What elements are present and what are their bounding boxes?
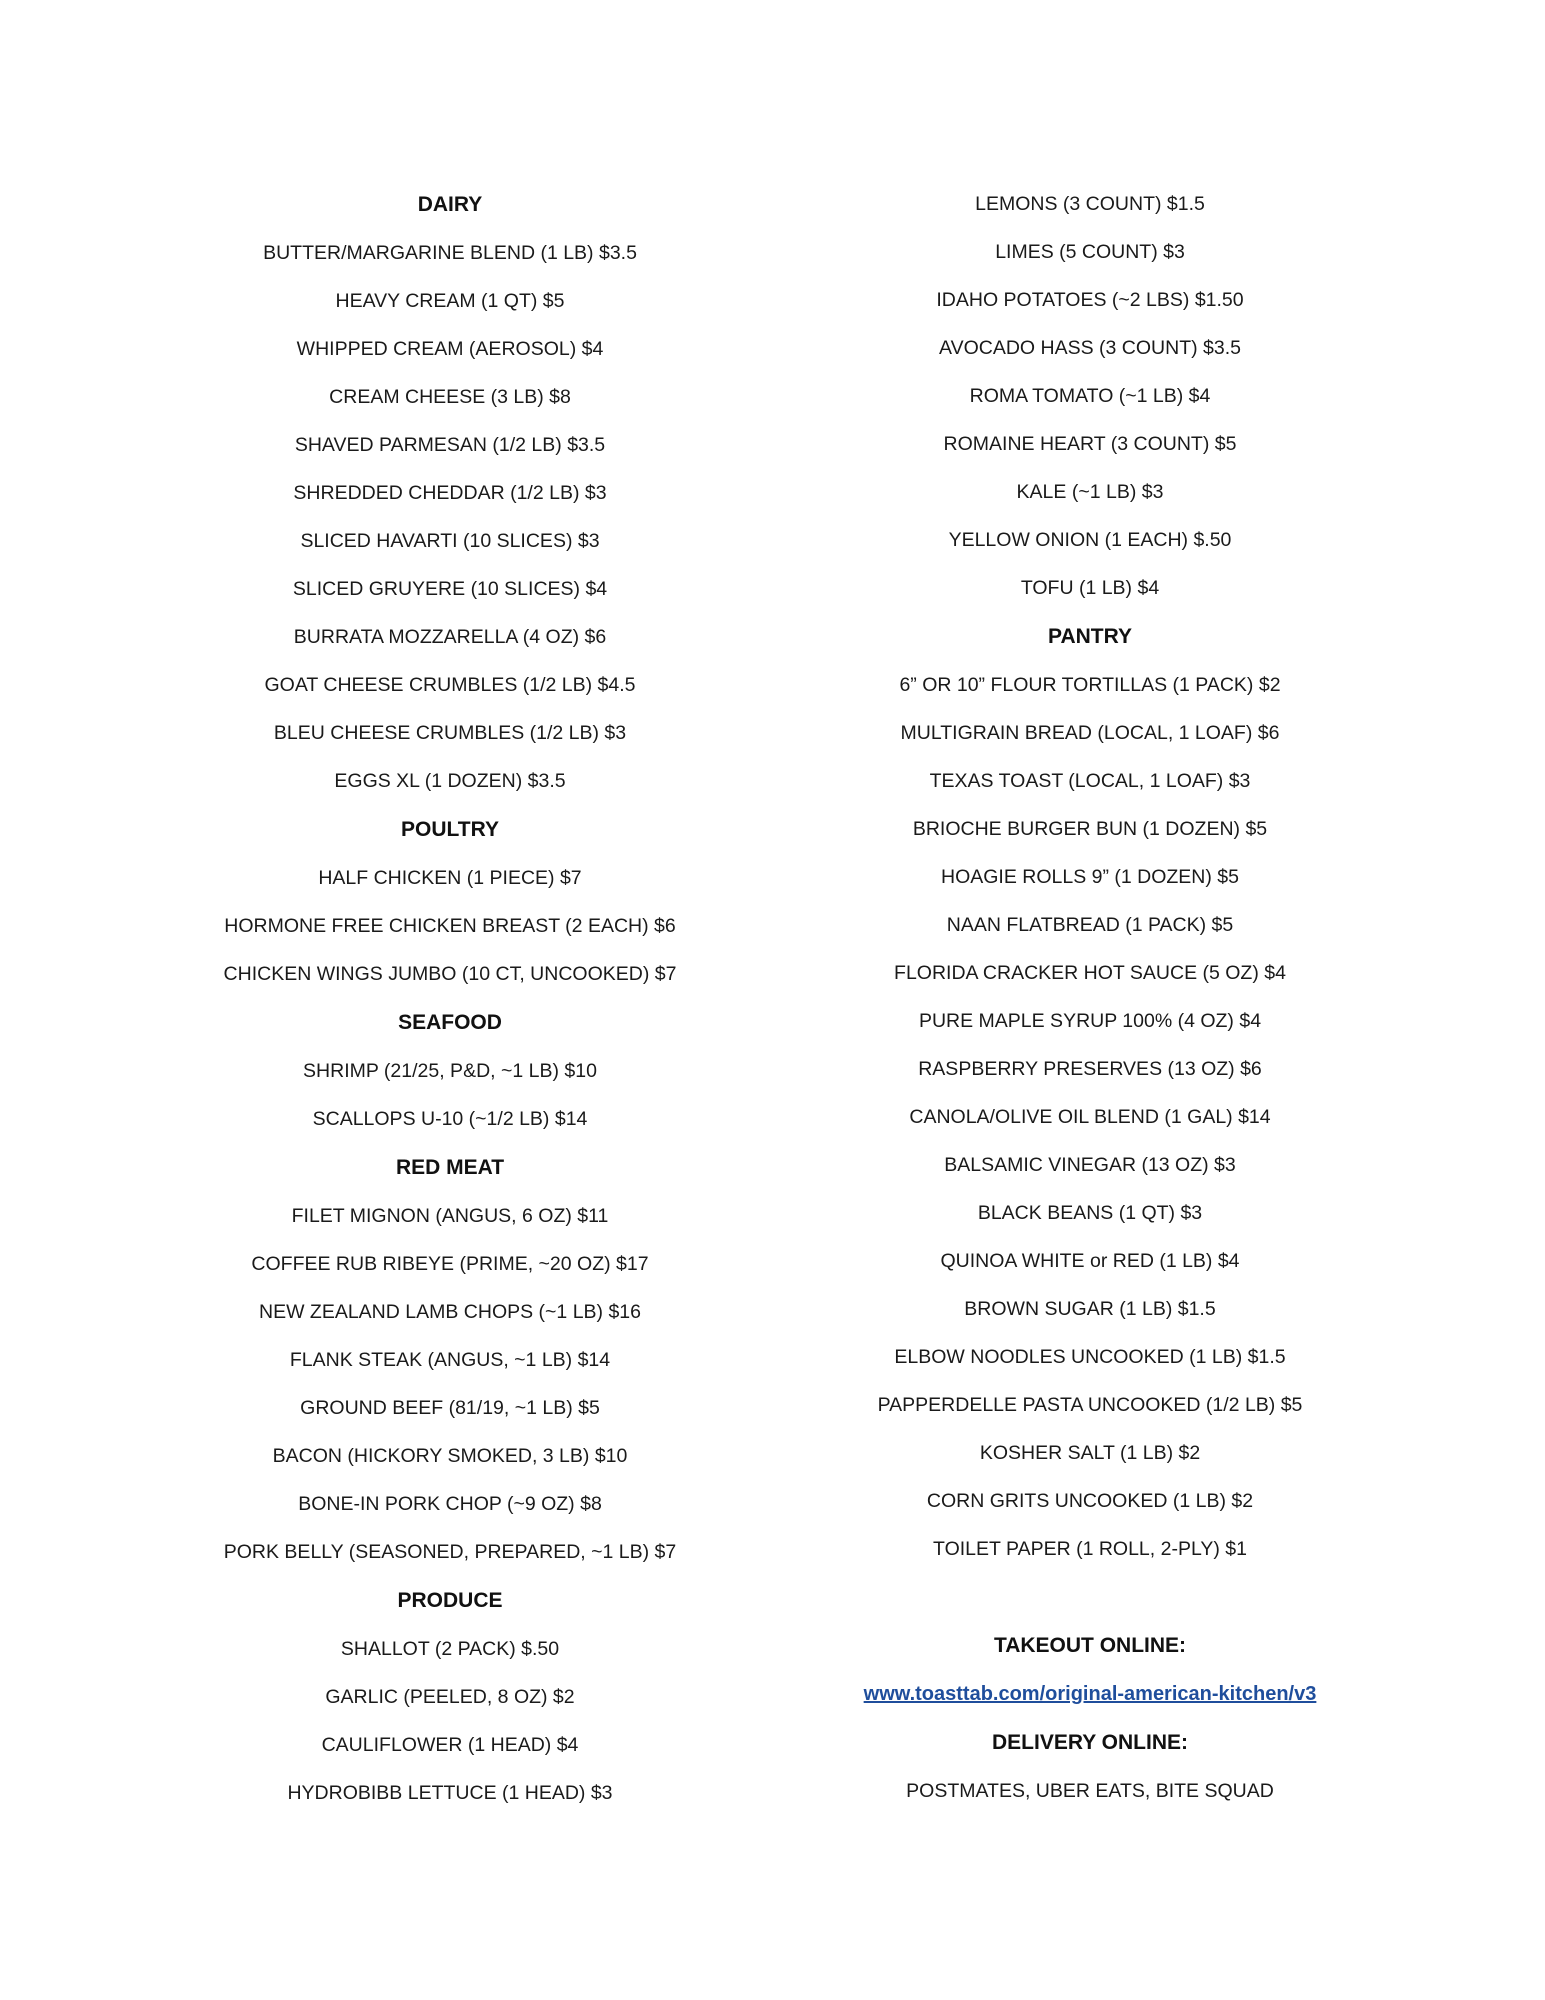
menu-item: PORK BELLY (SEASONED, PREPARED, ~1 LB) $7 (223, 1541, 677, 1563)
menu-item: CAULIFLOWER (1 HEAD) $4 (321, 1734, 579, 1756)
menu-item: GROUND BEEF (81/19, ~1 LB) $5 (300, 1397, 600, 1419)
menu-item: SHRIMP (21/25, P&D, ~1 LB) $10 (303, 1060, 597, 1082)
delivery-services: POSTMATES, UBER EATS, BITE SQUAD (906, 1780, 1274, 1802)
menu-item: BONE-IN PORK CHOP (~9 OZ) $8 (298, 1493, 602, 1515)
menu-item: KOSHER SALT (1 LB) $2 (979, 1442, 1201, 1464)
menu-item: PURE MAPLE SYRUP 100% (4 OZ) $4 (918, 1010, 1262, 1032)
menu-item: BROWN SUGAR (1 LB) $1.5 (964, 1298, 1216, 1320)
section-heading: DAIRY (417, 192, 483, 216)
menu-item: SHAVED PARMESAN (1/2 LB) $3.5 (294, 434, 606, 456)
menu-item: RASPBERRY PRESERVES (13 OZ) $6 (918, 1058, 1262, 1080)
menu-item: FLORIDA CRACKER HOT SAUCE (5 OZ) $4 (894, 962, 1286, 984)
section-poultry (150, 805, 750, 998)
menu-item: CORN GRITS UNCOOKED (1 LB) $2 (926, 1490, 1254, 1512)
spacer (780, 1573, 1400, 1621)
menu-item: IDAHO POTATOES (~2 LBS) $1.50 (936, 289, 1244, 311)
menu-item: ROMA TOMATO (~1 LB) $4 (969, 385, 1211, 407)
menu-item: HORMONE FREE CHICKEN BREAST (2 EACH) $6 (224, 915, 676, 937)
section-heading: RED MEAT (395, 1155, 505, 1179)
menu-item: TOFU (1 LB) $4 (1020, 577, 1160, 599)
menu-item: CHICKEN WINGS JUMBO (10 CT, UNCOOKED) $7 (223, 963, 677, 985)
menu-item: NEW ZEALAND LAMB CHOPS (~1 LB) $16 (259, 1301, 641, 1323)
menu-item: LIMES (5 COUNT) $3 (995, 241, 1185, 263)
menu-item: AVOCADO HASS (3 COUNT) $3.5 (939, 337, 1241, 359)
produce-continued-list (780, 180, 1400, 612)
menu-item: WHIPPED CREAM (AEROSOL) $4 (296, 338, 604, 360)
menu-item: ROMAINE HEART (3 COUNT) $5 (943, 433, 1237, 455)
menu-item: BRIOCHE BURGER BUN (1 DOZEN) $5 (912, 818, 1268, 840)
menu-item: KALE (~1 LB) $3 (1016, 481, 1164, 503)
right-column (780, 180, 1400, 1815)
menu-item: FLANK STEAK (ANGUS, ~1 LB) $14 (289, 1349, 611, 1371)
menu-item: FILET MIGNON (ANGUS, 6 OZ) $11 (291, 1205, 609, 1227)
menu-item: TEXAS TOAST (LOCAL, 1 LOAF) $3 (929, 770, 1251, 792)
section-heading: SEAFOOD (398, 1010, 502, 1034)
menu-item: CREAM CHEESE (3 LB) $8 (329, 386, 571, 408)
menu-item: COFFEE RUB RIBEYE (PRIME, ~20 OZ) $17 (251, 1253, 649, 1275)
menu-item: PAPPERDELLE PASTA UNCOOKED (1/2 LB) $5 (877, 1394, 1303, 1416)
menu-item: QUINOA WHITE or RED (1 LB) $4 (940, 1250, 1240, 1272)
menu-item: CANOLA/OLIVE OIL BLEND (1 GAL) $14 (909, 1106, 1271, 1128)
menu-item: BALSAMIC VINEGAR (13 OZ) $3 (944, 1154, 1236, 1176)
menu-item: HEAVY CREAM (1 QT) $5 (335, 290, 565, 312)
section-red-meat (150, 1143, 750, 1576)
menu-item: HYDROBIBB LETTUCE (1 HEAD) $3 (287, 1782, 613, 1804)
menu-item: SCALLOPS U-10 (~1/2 LB) $14 (312, 1108, 588, 1130)
menu-item: GOAT CHEESE CRUMBLES (1/2 LB) $4.5 (264, 674, 636, 696)
takeout-link[interactable]: www.toasttab.com/original-american-kitchen/v3 (863, 1683, 1317, 1705)
section-produce (150, 1576, 750, 1817)
menu-item: SLICED HAVARTI (10 SLICES) $3 (300, 530, 600, 552)
online-ordering-section (780, 1621, 1400, 1815)
menu-item: BLEU CHEESE CRUMBLES (1/2 LB) $3 (273, 722, 627, 744)
menu-item: MULTIGRAIN BREAD (LOCAL, 1 LOAF) $6 (900, 722, 1280, 744)
menu-item: NAAN FLATBREAD (1 PACK) $5 (946, 914, 1234, 936)
section-heading: POULTRY (401, 817, 499, 841)
menu-item: BACON (HICKORY SMOKED, 3 LB) $10 (272, 1445, 628, 1467)
menu-item: SLICED GRUYERE (10 SLICES) $4 (292, 578, 608, 600)
menu-item: BUTTER/MARGARINE BLEND (1 LB) $3.5 (263, 242, 637, 264)
takeout-link-row (780, 1670, 1400, 1718)
menu-item: TOILET PAPER (1 ROLL, 2-PLY) $1 (933, 1538, 1247, 1560)
menu-item: SHALLOT (2 PACK) $.50 (340, 1638, 560, 1660)
section-seafood (150, 998, 750, 1143)
menu-item: ELBOW NOODLES UNCOOKED (1 LB) $1.5 (894, 1346, 1286, 1368)
menu-item: BURRATA MOZZARELLA (4 OZ) $6 (293, 626, 607, 648)
section-heading: PANTRY (1048, 624, 1132, 648)
menu-item: EGGS XL (1 DOZEN) $3.5 (334, 770, 566, 792)
left-column (150, 180, 750, 1817)
menu-item: HALF CHICKEN (1 PIECE) $7 (318, 867, 582, 889)
section-heading: PRODUCE (397, 1588, 503, 1612)
menu-item: BLACK BEANS (1 QT) $3 (977, 1202, 1203, 1224)
takeout-online-heading: TAKEOUT ONLINE: (993, 1633, 1187, 1657)
menu-item: YELLOW ONION (1 EACH) $.50 (948, 529, 1232, 551)
menu-item: HOAGIE ROLLS 9” (1 DOZEN) $5 (941, 866, 1239, 888)
pantry-item-list (780, 661, 1400, 1573)
menu-item: SHREDDED CHEDDAR (1/2 LB) $3 (293, 482, 607, 504)
menu-item: 6” OR 10” FLOUR TORTILLAS (1 PACK) $2 (899, 674, 1281, 696)
section-pantry (780, 612, 1400, 1573)
section-dairy (150, 180, 750, 805)
delivery-online-heading: DELIVERY ONLINE: (991, 1730, 1189, 1754)
menu-item: GARLIC (PEELED, 8 OZ) $2 (325, 1686, 575, 1708)
menu-item: LEMONS (3 COUNT) $1.5 (975, 193, 1205, 215)
